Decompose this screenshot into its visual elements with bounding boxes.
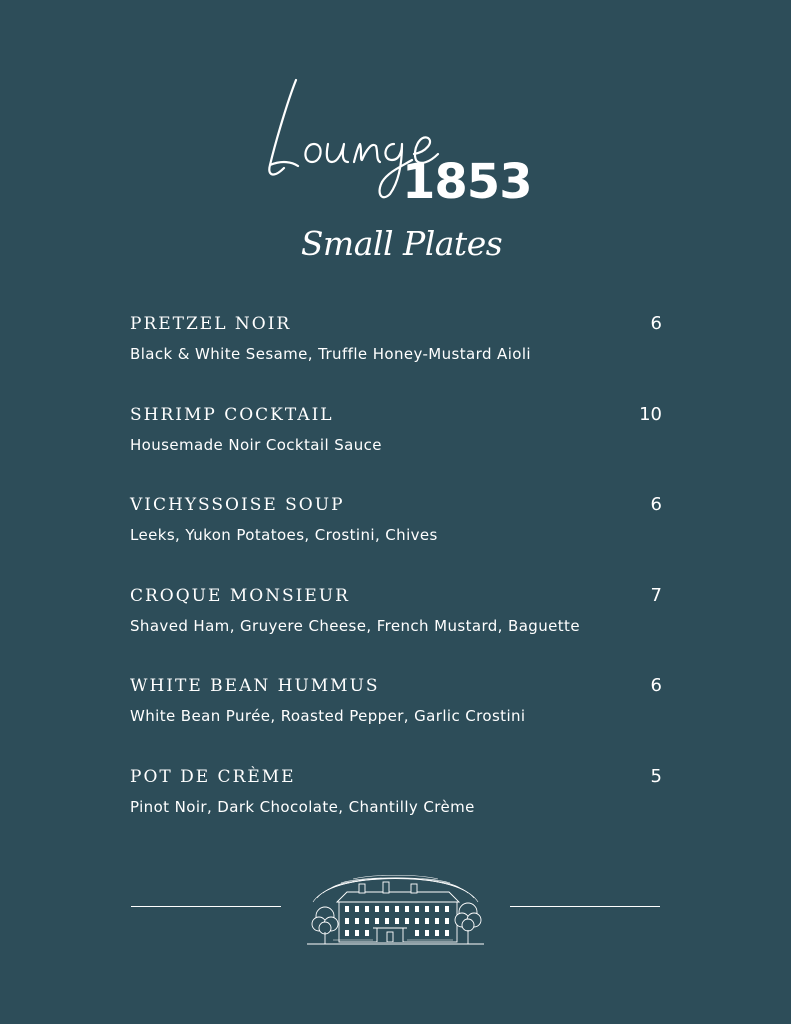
menu-item-name: POT DE CRÈME (130, 766, 296, 787)
menu-item (130, 584, 662, 675)
menu-item-name: VICHYSSOISE SOUP (130, 495, 345, 516)
menu-item-name: CROQUE MONSIEUR (130, 585, 350, 606)
menu-item-price: 7 (650, 584, 662, 606)
menu-item-price: 6 (650, 313, 662, 334)
menu-item (130, 765, 662, 856)
menu-item-price: 5 (650, 765, 662, 787)
menu-item (130, 312, 662, 403)
divider-left (131, 906, 281, 907)
menu-item-description: Black & White Sesame, Truffle Honey-Mustard Aioli (130, 345, 531, 363)
divider-right (510, 906, 660, 907)
menu-item (130, 403, 662, 494)
menu-item (130, 493, 662, 584)
menu-item-description: White Bean Purée, Roasted Pepper, Garlic Crostini (130, 707, 526, 726)
menu-item-name: SHRIMP COCKTAIL (130, 404, 334, 425)
logo-number: 1853 (402, 154, 532, 210)
menu-item-name: PRETZEL NOIR (130, 314, 292, 334)
menu-item-price: 10 (639, 403, 662, 425)
menu-list (130, 312, 662, 856)
menu-item-description: Pinot Noir, Dark Chocolate, Chantilly Crème (130, 797, 475, 816)
menu-item-description: Leeks, Yukon Potatoes, Crostini, Chives (130, 526, 438, 545)
menu-item (130, 674, 662, 765)
historic-house-illustration (303, 862, 488, 948)
menu-item-description: Housemade Noir Cocktail Sauce (130, 435, 382, 454)
menu-item-price: 6 (650, 675, 662, 697)
menu-item-description: Shaved Ham, Gruyere Cheese, French Mustard, Baguette (130, 616, 580, 635)
menu-section-title: Small Plates (300, 224, 503, 263)
menu-item-name: WHITE BEAN HUMMUS (130, 676, 380, 697)
menu-item-price: 6 (650, 494, 662, 516)
